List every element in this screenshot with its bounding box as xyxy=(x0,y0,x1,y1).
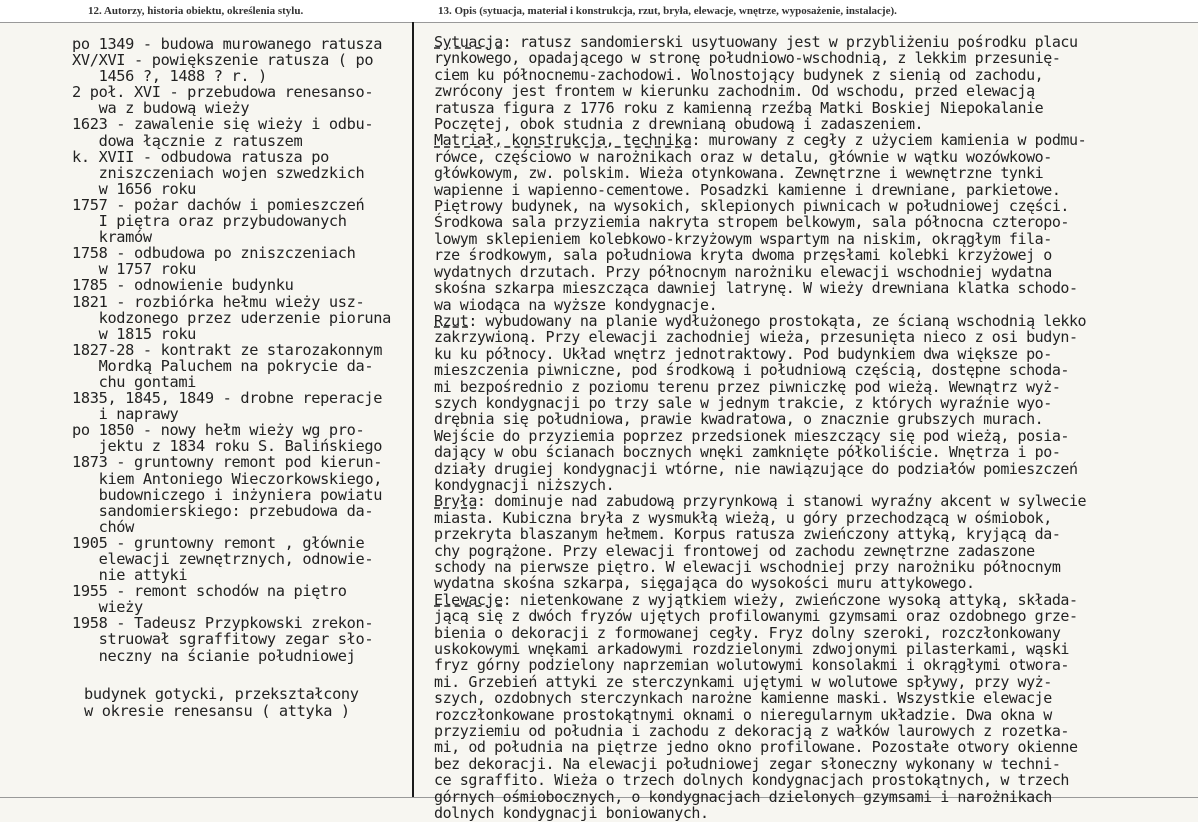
history-line: 1955 - remont schodów na piętro xyxy=(72,582,347,601)
section-line: rówce, częściowo w narożnikach oraz w detalu, głównie w wątku wozówkowo- xyxy=(434,147,1052,166)
form-header xyxy=(0,0,1198,23)
section-label: Rzut xyxy=(434,311,469,330)
section-label: Bryła xyxy=(434,492,477,511)
section-line: wa wiodąca na wyższe kondygnacje. xyxy=(434,295,718,314)
section-line: górnych ośmiobocznych, o kondygnacjach dzielonych gzymsami i narożnikach xyxy=(434,787,1052,806)
history-entry xyxy=(72,277,417,293)
section-line: Środkowa sala przyziemia nakryta stropem belkowym, sala północna czteropo- xyxy=(434,213,1069,232)
history-entry xyxy=(72,294,417,342)
section-line: miasta. Kubiczna bryła z wysmukłą wieżą, u góry przechodzącą w ośmiobok, xyxy=(434,508,1052,527)
history-entry xyxy=(72,583,417,615)
history-list xyxy=(72,36,417,664)
history-line: kramów xyxy=(72,228,152,247)
history-line: 1835, 1845, 1849 - drobne reperacje xyxy=(72,389,383,408)
history-line: 1757 - pożar dachów i pomieszczeń xyxy=(72,195,365,214)
history-line: zniszczeniach wojen szwedzkich xyxy=(72,163,365,182)
history-line: nie attyki xyxy=(72,566,188,585)
history-line: wieży xyxy=(72,598,143,617)
history-line: po 1349 - budowa murowanego ratusza xyxy=(72,35,383,53)
history-line: I piętra oraz przybudowanych xyxy=(72,212,347,231)
history-entry xyxy=(72,149,417,197)
section-line: wapienne i wapienno-cementowe. Posadzki kamienne i drewniane, parkietowe. xyxy=(434,180,1061,199)
section-line: główkowym, zw. polskim. Wieża otynkowana. Zewnętrzne i wewnętrzne tynki xyxy=(434,164,1044,183)
history-entry xyxy=(72,535,417,583)
left-column-title: 12. Autorzy, historia obiektu, określenia stylu. xyxy=(88,5,304,17)
section-line: szych, ozdobnych sterczynkach narożne kamienne maski. Wszystkie elewacje xyxy=(434,689,1052,708)
section-line: przekryta blaszanym hełmem. Korpus ratusza zwieńczony attyką, kryjącą da- xyxy=(434,525,1061,544)
section-line: zwrócony jest frontem w kierunku zachodnim. Od wschodu, przed elewacją xyxy=(434,82,1035,101)
section-line: bez dekoracji. Na elewacji południowej zegar słoneczny wykonany w techni- xyxy=(434,754,1061,773)
history-entry xyxy=(72,84,417,116)
section-line: przyziemiu od południa i zachodu z dekoracją z wałków laurowych z rozetka- xyxy=(434,722,1069,741)
section-line: skośna szkarpa mieszcząca dawniej latrynę. W wieży drewniana klatka schodo- xyxy=(434,279,1078,298)
section-line: jącą się z dwóch fryzów ujętych profilowanymi gzymsami oraz ozdobnego grze- xyxy=(434,607,1078,626)
description-section xyxy=(434,592,1196,822)
section-text: : nietenkowane z wyjątkiem wieży, zwieńczone wysoką attyką, składa- xyxy=(502,590,1078,609)
section-line: mieszczenia piwniczne, pod środkową i południową częścią, dostępne schoda- xyxy=(434,361,1069,380)
style-summary xyxy=(84,686,404,719)
history-line: budowniczego i inżyniera powiatu xyxy=(72,485,383,504)
section-line: kondygnacji niższych. xyxy=(434,475,615,494)
history-entry xyxy=(72,52,417,84)
section-label: Sytuacja xyxy=(434,33,503,51)
section-line: rynkowego, opadającego w stronę południowo-wschodnią, z lekkim przesunię- xyxy=(434,49,1061,68)
history-line: kodzonego przez uderzenie pioruna xyxy=(72,308,391,327)
description-text xyxy=(434,34,1196,822)
history-entry xyxy=(72,116,417,148)
history-entry xyxy=(72,615,417,663)
history-line: 1905 - gruntowny remont , głównie xyxy=(72,533,365,552)
section-line: ratusza figura z 1776 roku z kamienną rzeźbą Matki Boskiej Niepokalanie xyxy=(434,98,1044,117)
section-line: uskokowymi wnękami arkadowymi rozdzielonymi zdwojonymi pilasterkami, wąski xyxy=(434,640,1069,659)
history-line: elewacji zewnętrznych, odnowie- xyxy=(72,550,374,568)
section-text: : ratusz sandomierski usytuowany jest w przybliżeniu pośrodku placu xyxy=(502,33,1078,51)
style-summary-line: w okresie renesansu ( attyka ) xyxy=(84,701,350,720)
section-line: lowym sklepieniem kolebkowo-krzyżowym wspartym na niskim, okrągłym fila- xyxy=(434,229,1052,248)
history-line: i naprawy xyxy=(72,405,179,424)
history-line: chu gontami xyxy=(72,372,197,391)
section-first-line xyxy=(434,132,1196,148)
history-entry xyxy=(72,245,417,277)
right-column-title: 13. Opis (sytuacja, materiał i konstrukcja, rzut, bryła, elewacje, wnętrze, wyposażenie, instalacje). xyxy=(438,5,897,17)
history-entry xyxy=(72,390,417,422)
section-line: Poczętej, obok studnia z drewnianą obudową i zadaszeniem. xyxy=(434,115,924,134)
history-line: jektu z 1834 roku S. Balińskiego xyxy=(72,437,383,456)
history-entry xyxy=(72,197,417,245)
history-line: 1958 - Tadeusz Przypkowski zrekon- xyxy=(72,614,374,633)
history-entry xyxy=(72,342,417,390)
history-line: w 1656 roku xyxy=(72,179,197,198)
section-line: rze środkowym, sala południowa kryta dwoma przęsłami kolebki krzyżowej o xyxy=(434,246,1052,265)
section-line: mi. Grzebień attyki ze sterczynkami ujętymi w wolutowe spływy, przy wyż- xyxy=(434,672,1052,691)
section-line: zakrzywioną. Przy elewacji zachodniej wieża, przesunięta nieco z osi budyn- xyxy=(434,328,1078,347)
history-line: 1827-28 - kontrakt ze starozakonnym xyxy=(72,340,383,359)
history-line: po 1850 - nowy hełm wieży wg pro- xyxy=(72,421,365,440)
history-entry xyxy=(72,422,417,454)
section-line: działy drugiej kondygnacji wtórne, nie nawiązujące do podziałów pomieszczeń xyxy=(434,459,1078,478)
history-line: wa z budową wieży xyxy=(72,99,250,118)
history-line: struował sgraffitowy zegar sło- xyxy=(72,630,374,649)
history-line: 1821 - rozbiórka hełmu wieży usz- xyxy=(72,292,365,311)
section-line: chy pogrążone. Przy elewacji frontowej od zachodu zewnętrzne zadaszone xyxy=(434,541,1035,560)
history-line: sandomierskiego: przebudowa da- xyxy=(72,501,374,520)
section-line: rozczłonkowane prostokątnymi oknami o nieregularnym układzie. Dwa okna w xyxy=(434,705,1052,724)
history-line: dowa łącznie z ratuszem xyxy=(72,131,303,150)
history-entry xyxy=(72,36,417,52)
section-line: wydatnych drzutach. Przy północnym narożniku elewacji wschodniej wydatna xyxy=(434,262,1052,281)
section-line: wydatna skośna szkarpa, sięgająca do wysokości muru attykowego. xyxy=(434,574,975,593)
section-line: dolnych kondygnacji boniowanych. xyxy=(434,804,709,822)
history-line: chów xyxy=(72,517,135,536)
history-line: XV/XVI - powiększenie ratusza ( po xyxy=(72,51,374,70)
history-line: 1623 - zawalenie się wieży i odbu- xyxy=(72,115,374,134)
section-label: Matriał, konstrukcja, technika xyxy=(434,131,692,150)
section-line: ciem ku północnemu-zachodowi. Wolnostojący budynek z sienią od zachodu, xyxy=(434,65,1044,84)
section-line: Piętrowy budynek, na wysokich, sklepionych piwnicach w południowej części. xyxy=(434,197,1069,216)
history-line: 1873 - gruntowny remont pod kierun- xyxy=(72,453,383,472)
section-line: fryz górny podzielony naprzemian wolutowymi konsolakmi i okrągłymi otwora- xyxy=(434,656,1069,675)
section-line: mi, od południa na piętrze jedno okno profilowane. Pozostałe otwory okienne xyxy=(434,738,1078,757)
section-first-line xyxy=(434,34,1196,50)
section-text: : dominuje nad zabudową przyrynkową i stanowi wyraźny akcent w sylwecie xyxy=(476,492,1087,511)
description-section xyxy=(434,493,1196,591)
history-line: neczny na ścianie południowej xyxy=(72,646,356,665)
history-line: w 1815 roku xyxy=(72,324,197,343)
section-label: Elewacje xyxy=(434,590,503,609)
history-entry xyxy=(72,454,417,534)
history-line: 1758 - odbudowa po zniszczeniach xyxy=(72,244,356,263)
description-section xyxy=(434,34,1196,132)
section-first-line xyxy=(434,313,1196,329)
section-line: Wejście do przyziemia poprzez przedsionek mieszczący się pod wieżą, posia- xyxy=(434,426,1069,445)
history-line: 1456 ?, 1488 ? r. ) xyxy=(72,67,267,86)
section-line: ku ku północy. Układ wnętrz jednotraktowy. Pod budynkiem dwa większe po- xyxy=(434,344,1052,363)
section-line: drębnia się południowa, prawie kwadratowa, o znacznie grubszych murach. xyxy=(434,410,1044,429)
section-line: bienia o dekoracji z formowanej cegły. Fryz dolny szeroki, rozczłonkowany xyxy=(434,623,1061,642)
section-line: ce sgraffito. Wieża o trzech dolnych kondygnacjach prostokątnych, w trzech xyxy=(434,771,1069,790)
history-line: 1785 - odnowienie budynku xyxy=(72,276,294,295)
section-first-line xyxy=(434,592,1196,608)
description-section xyxy=(434,313,1196,493)
section-first-line xyxy=(434,493,1196,509)
history-line: w 1757 roku xyxy=(72,260,197,279)
section-line: szych kondygnacji po trzy sale w jednym trakcie, z których wyraźnie wyo- xyxy=(434,393,1052,412)
history-line: 2 poł. XVI - przebudowa renesanso- xyxy=(72,83,374,102)
section-text: : murowany z cegły z użyciem kamienia w podmu- xyxy=(691,131,1087,150)
history-line: kiem Antoniego Wieczorkowskiego, xyxy=(72,469,383,488)
section-text: : wybudowany na planie wydłużonego prostokąta, ze ścianą wschodnią lekko xyxy=(468,311,1087,330)
description-section xyxy=(434,132,1196,312)
section-line: schody na pierwsze piętro. W elewacji wschodniej przy narożniku północnym xyxy=(434,558,1061,576)
section-line: dający w obu ścianach bocznych wnęki zamknięte półkoliście. Wnętrza i po- xyxy=(434,443,1061,462)
style-summary-line: budynek gotycki, przekształcony xyxy=(84,685,359,703)
history-line: Mordką Paluchem na pokrycie da- xyxy=(72,356,374,375)
section-line: mi bezpośrednio z poziomu terenu przez piwniczkę pod wieżą. Wewnątrz wyż- xyxy=(434,377,1061,396)
history-line: k. XVII - odbudowa ratusza po xyxy=(72,147,329,166)
